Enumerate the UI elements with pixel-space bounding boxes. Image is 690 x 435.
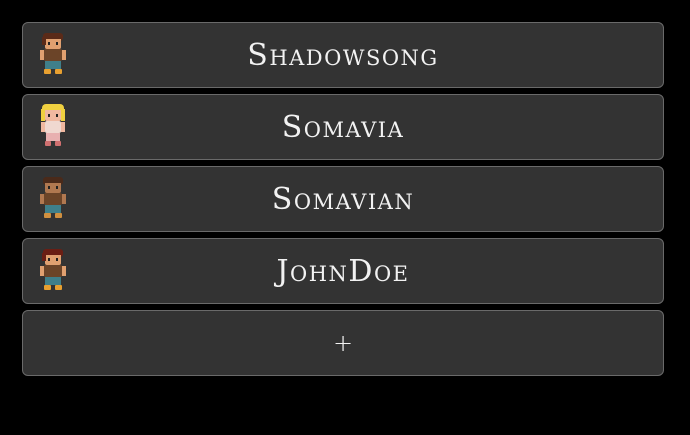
character-avatar-icon (35, 29, 71, 81)
character-name: Shadowsong (247, 37, 439, 73)
character-avatar-icon (35, 173, 71, 225)
character-slot-somavia[interactable] (22, 94, 664, 160)
character-avatar-icon (35, 101, 71, 153)
sprite-body (40, 33, 66, 74)
sprite-body (40, 249, 66, 290)
character-slot-somavian[interactable] (22, 166, 664, 232)
character-slot-johndoe[interactable] (22, 238, 664, 304)
character-name: JohnDoe (276, 253, 410, 289)
character-slot-shadowsong[interactable] (22, 22, 664, 88)
add-character-button[interactable] (22, 310, 664, 376)
character-name: Somavia (281, 109, 405, 145)
character-name: Somavian (271, 181, 415, 217)
character-list (22, 22, 664, 382)
sprite-body (40, 177, 66, 218)
sprite-body (41, 104, 65, 146)
character-avatar-icon (35, 245, 71, 297)
plus-icon: + (332, 329, 354, 357)
